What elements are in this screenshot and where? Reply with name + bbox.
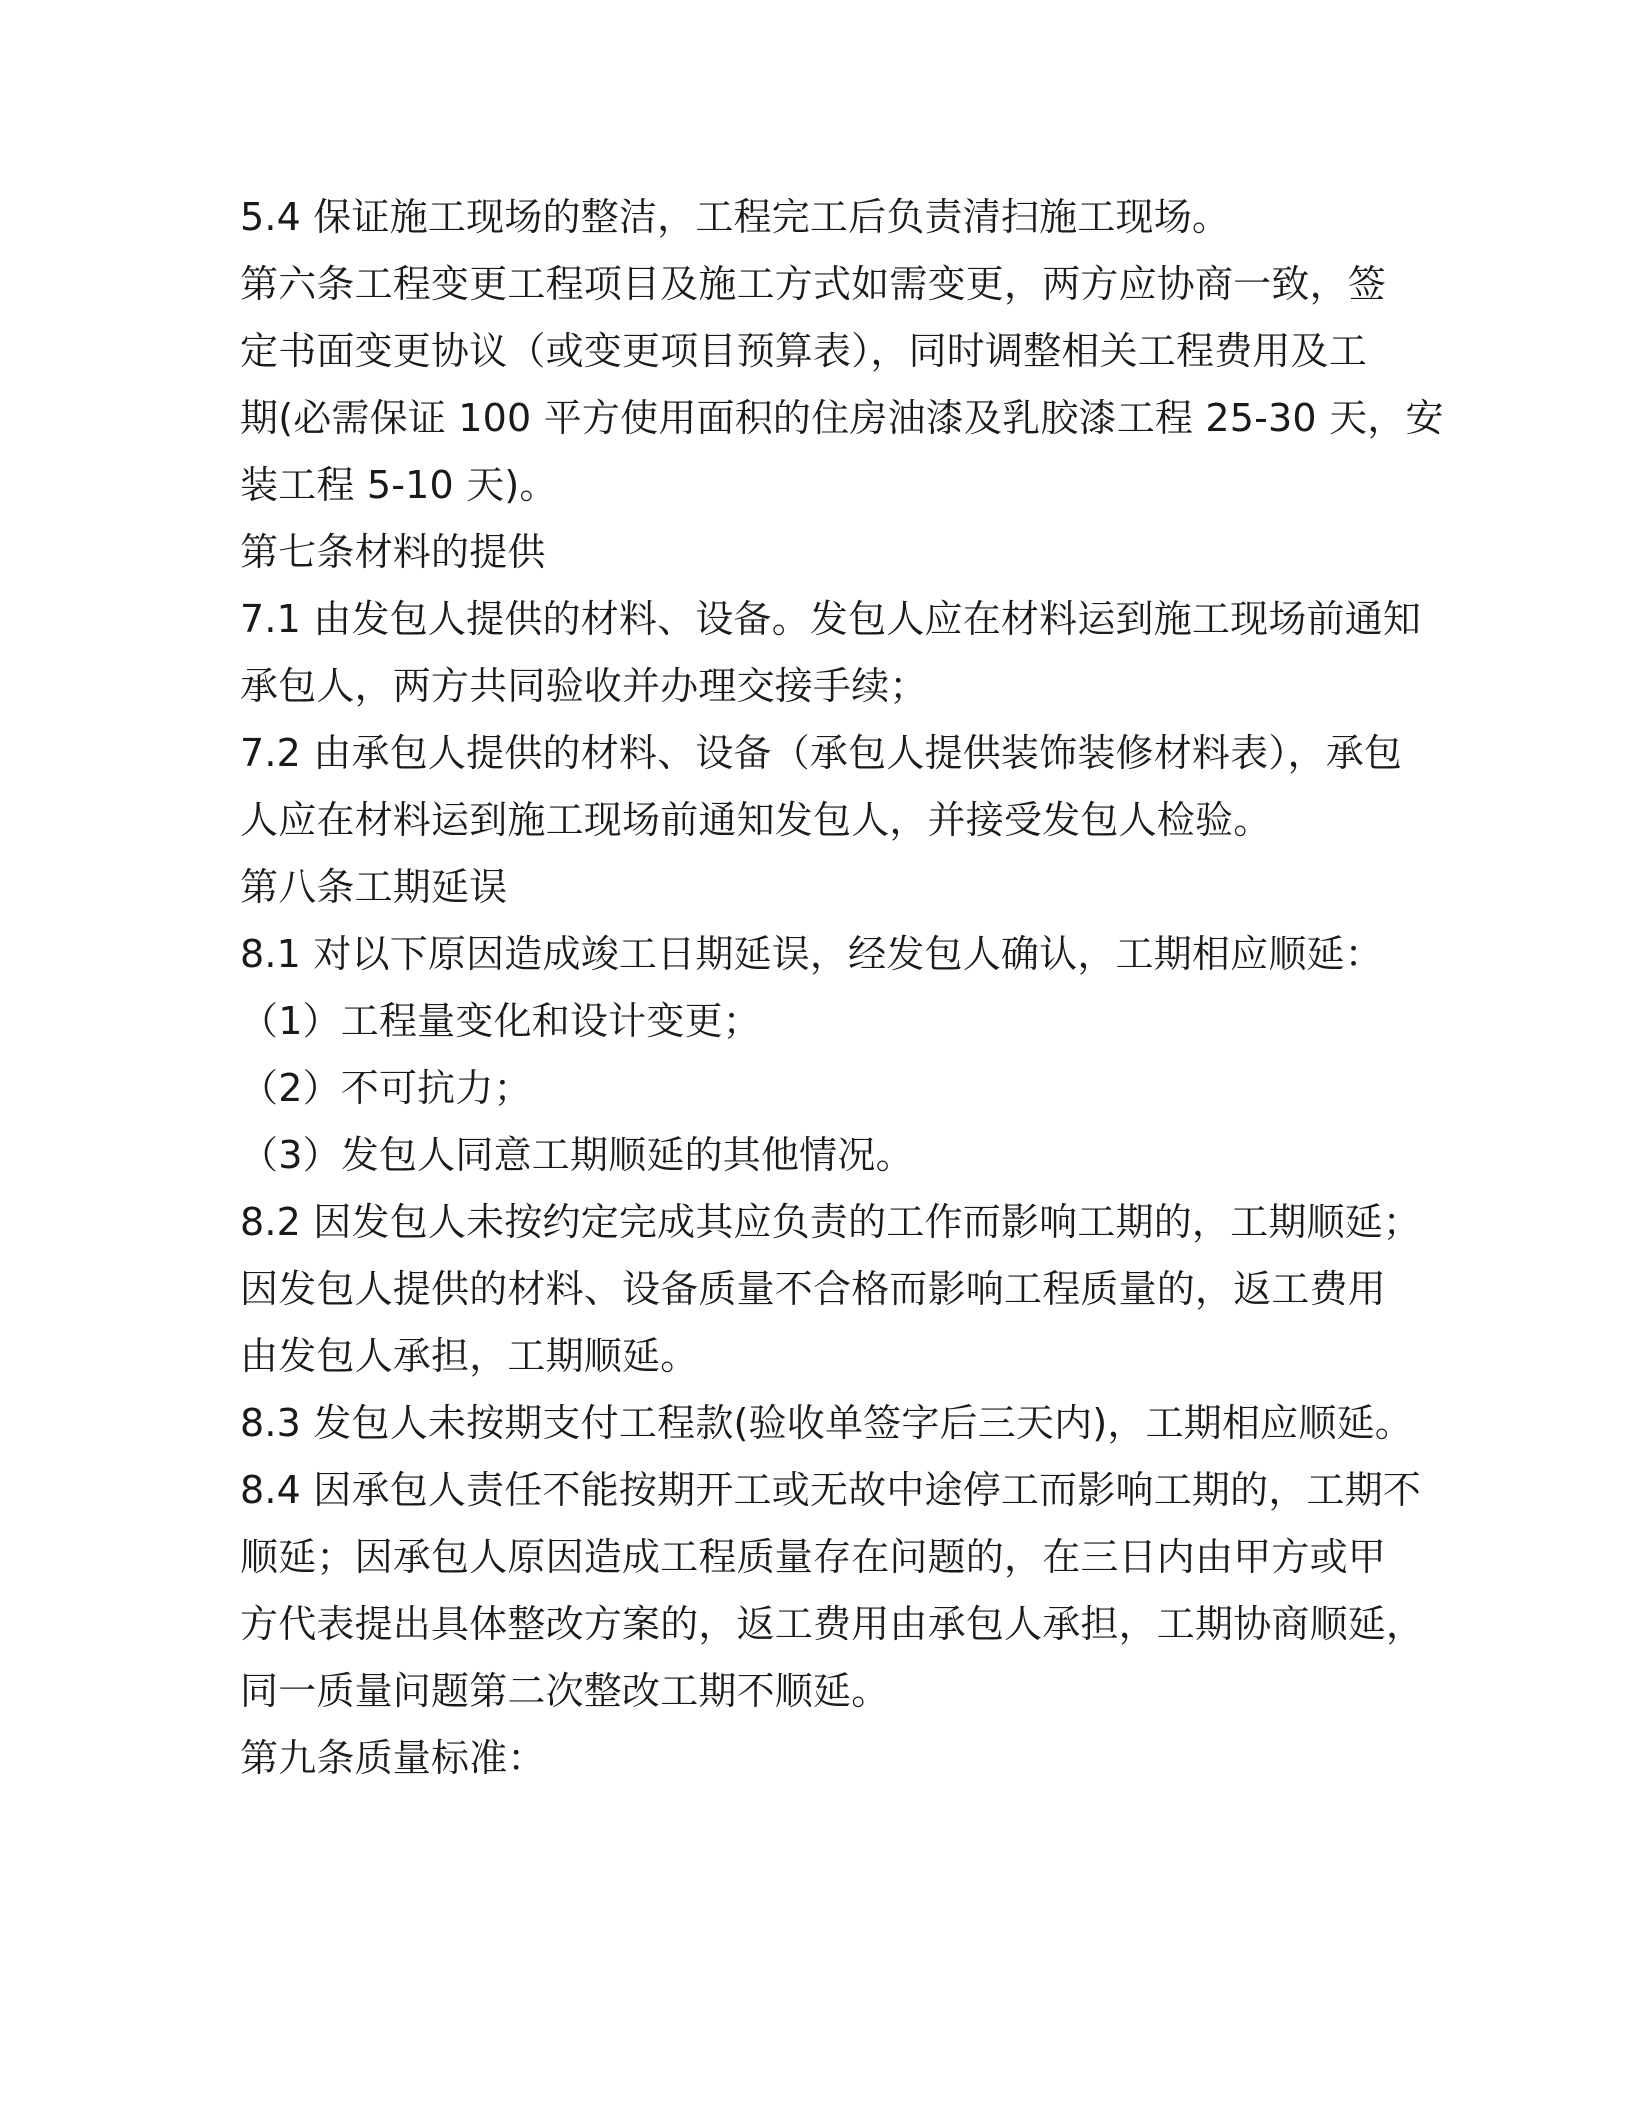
text-line: 7.2 由承包人提供的材料、设备（承包人提供装饰装修材料表），承包 <box>240 731 1403 775</box>
text-line: 顺延；因承包人原因造成工程质量存在问题的，在三日内由甲方或甲 <box>240 1535 1387 1579</box>
section-heading: 第七条材料的提供 <box>240 530 546 574</box>
text-line: 装工程 5-10 天)。 <box>240 463 558 507</box>
list-item: （3）发包人同意工期顺延的其他情况。 <box>240 1133 914 1177</box>
text-line: 同一质量问题第二次整改工期不顺延。 <box>240 1669 890 1713</box>
section-heading: 第八条工期延误 <box>240 865 508 909</box>
text-line: 期(必需保证 100 平方使用面积的住房油漆及乳胶漆工程 25-30 天，安 <box>240 396 1444 440</box>
text-line: 8.1 对以下原因造成竣工日期延误，经发包人确认，工期相应顺延： <box>240 932 1383 976</box>
text-line: 因发包人提供的材料、设备质量不合格而影响工程质量的，返工费用 <box>240 1267 1387 1311</box>
text-line: 人应在材料运到施工现场前通知发包人，并接受发包人检验。 <box>240 798 1272 842</box>
text-line: 由发包人承担，工期顺延。 <box>240 1334 699 1378</box>
text-line: 承包人，两方共同验收并办理交接手续； <box>240 664 928 708</box>
text-line: 第六条工程变更工程项目及施工方式如需变更，两方应协商一致，签 <box>240 262 1387 306</box>
text-line: 7.1 由发包人提供的材料、设备。发包人应在材料运到施工现场前通知 <box>240 597 1422 641</box>
document-page <box>240 184 1444 1792</box>
text-line: 5.4 保证施工现场的整洁，工程完工后负责清扫施工现场。 <box>240 195 1231 239</box>
text-line: 方代表提出具体整改方案的，返工费用由承包人承担，工期协商顺延， <box>240 1602 1425 1646</box>
section-heading: 第九条质量标准： <box>240 1736 546 1780</box>
text-line: 8.2 因发包人未按约定完成其应负责的工作而影响工期的，工期顺延； <box>240 1200 1422 1244</box>
text-line: 8.4 因承包人责任不能按期开工或无故中途停工而影响工期的，工期不 <box>240 1468 1422 1512</box>
list-item: （2）不可抗力； <box>240 1066 532 1110</box>
text-line: 8.3 发包人未按期支付工程款(验收单签字后三天内)，工期相应顺延。 <box>240 1401 1413 1445</box>
text-line: 定书面变更协议（或变更项目预算表），同时调整相关工程费用及工 <box>240 329 1368 373</box>
list-item: （1）工程量变化和设计变更； <box>240 999 761 1043</box>
